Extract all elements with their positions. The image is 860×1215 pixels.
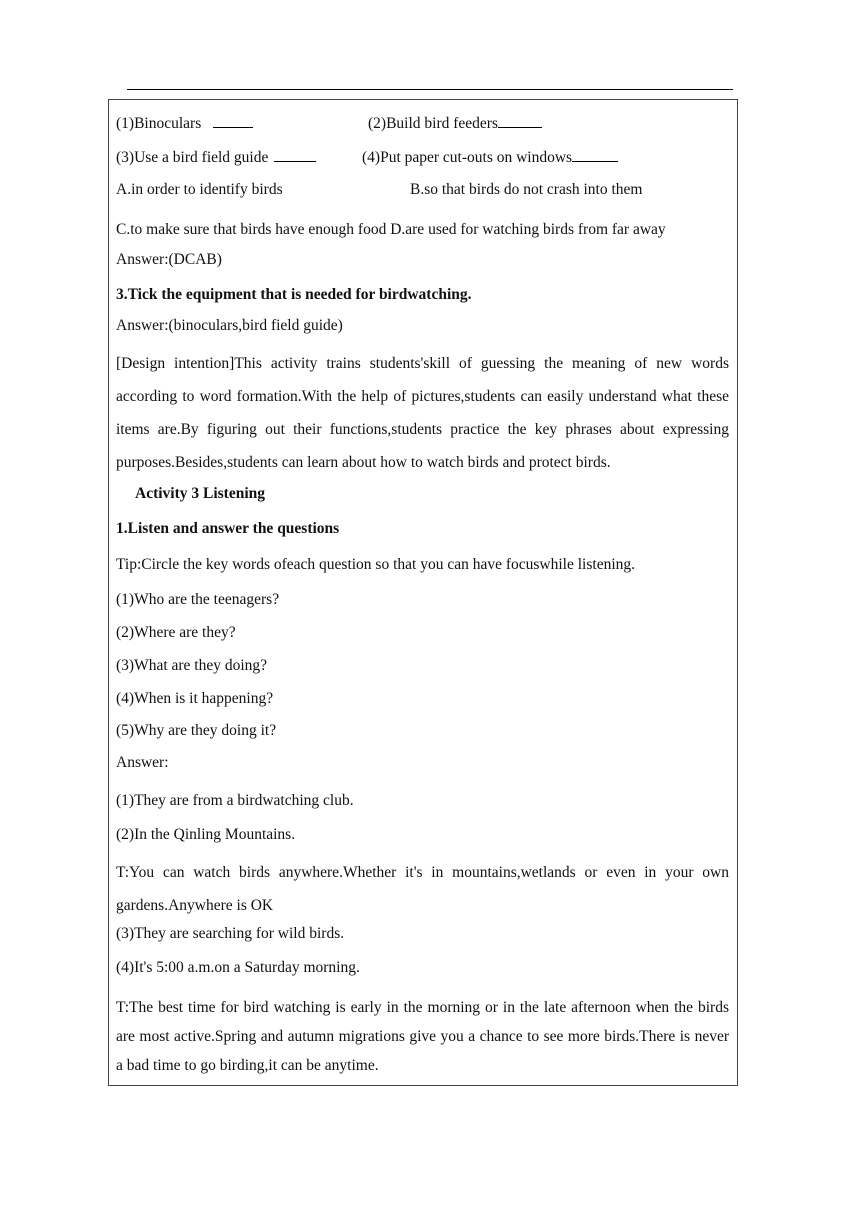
answer-blank-4 — [572, 147, 618, 162]
matching-answer: Answer:(DCAB) — [116, 251, 222, 268]
matching-row-2b — [362, 147, 618, 168]
matching-item-4: (4)Put paper cut-outs on windows — [362, 149, 573, 166]
header-rule — [127, 89, 733, 90]
matching-item-1: (1)Binoculars — [116, 115, 202, 132]
teacher-note-1: T:You can watch birds anywhere.Whether it's in mountains,wetlands or even in your own gardens.Anywhere is OK — [116, 864, 729, 914]
question-3: (3)What are they doing? — [116, 657, 268, 674]
design-intention-paragraph: [Design intention]This activity trains students'skill of guessing the meaning of new words according to word formation.With the help of pictures,students can easily understand what these items are.By figuring out their functions,students practice the key phrases about expressing purposes.Besides,students can learn about how to watch birds and protect birds. — [116, 355, 729, 471]
listening-task-heading: 1.Listen and answer the questions — [116, 520, 340, 537]
question-1: (1)Who are the teenagers? — [116, 591, 280, 608]
answer-blank-3 — [274, 147, 316, 162]
matching-row-1b — [368, 113, 542, 134]
answer-blank-1 — [213, 113, 253, 128]
matching-row-2 — [116, 147, 316, 168]
option-b: B.so that birds do not crash into them — [410, 181, 643, 198]
answer-2: (2)In the Qinling Mountains. — [116, 826, 296, 843]
activity3-heading: Activity 3 Listening — [135, 485, 266, 502]
question-5: (5)Why are they doing it? — [116, 722, 277, 739]
answer-1: (1)They are from a birdwatching club. — [116, 792, 354, 809]
option-a: A.in order to identify birds — [116, 181, 283, 198]
task3-heading: 3.Tick the equipment that is needed for birdwatching. — [116, 286, 472, 303]
matching-row-1 — [116, 113, 253, 134]
task3-answer: Answer:(binoculars,bird field guide) — [116, 317, 343, 334]
teacher-note-2: T:The best time for bird watching is early in the morning or in the late afternoon when the birds are most active.Spring and autumn migrations give you a chance to see more birds.There is never a bad time to go birding,it can be anytime. — [116, 999, 729, 1074]
answer-label: Answer: — [116, 754, 169, 771]
option-c-d: C.to make sure that birds have enough food D.are used for watching birds from far away — [116, 221, 666, 238]
question-2: (2)Where are they? — [116, 624, 236, 641]
answer-blank-2 — [498, 113, 542, 128]
listening-tip: Tip:Circle the key words ofeach question so that you can have focuswhile listening. — [116, 556, 636, 573]
matching-item-2: (2)Build bird feeders — [368, 115, 498, 132]
answer-4: (4)It's 5:00 a.m.on a Saturday morning. — [116, 959, 360, 976]
question-4: (4)When is it happening? — [116, 690, 274, 707]
answer-3: (3)They are searching for wild birds. — [116, 925, 345, 942]
matching-item-3: (3)Use a bird field guide — [116, 149, 269, 166]
